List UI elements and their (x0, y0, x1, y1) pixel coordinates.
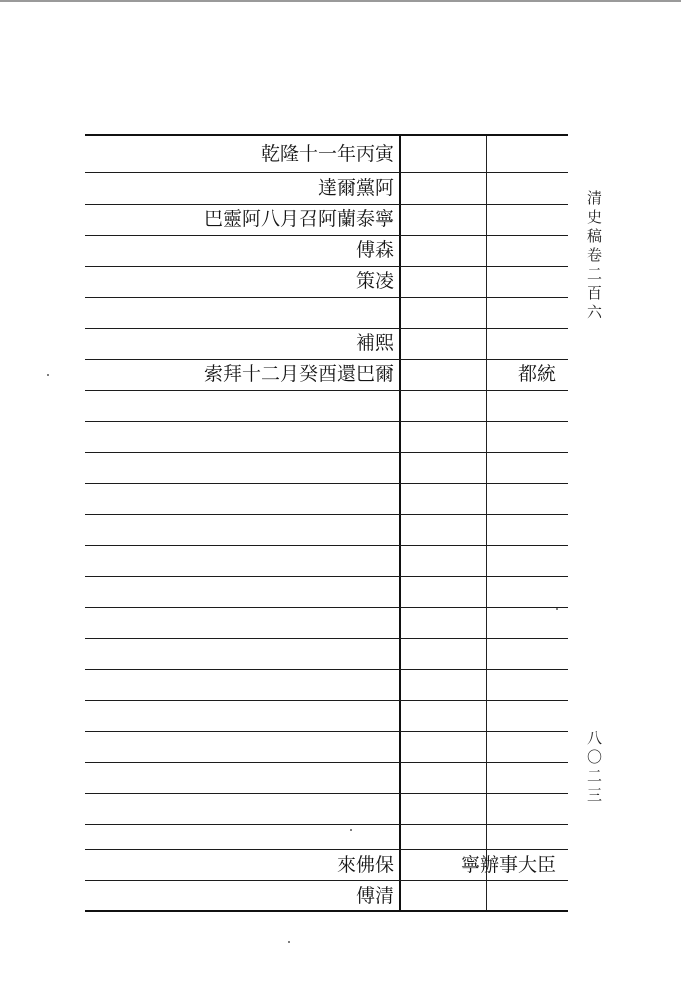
scan-speck (556, 608, 558, 610)
row-rule (85, 880, 568, 881)
row-rule (85, 452, 568, 453)
cell-left: 傅森 (355, 239, 394, 261)
cell-left: 來佛保 (336, 854, 394, 876)
row-rule (85, 824, 568, 825)
table-top-rule (85, 134, 568, 136)
cell-left: 達爾黨阿 (317, 177, 394, 199)
row-rule (85, 297, 568, 298)
scan-speck (288, 941, 290, 943)
row-rule (85, 328, 568, 329)
row-rule (85, 235, 568, 236)
cell-right: 都統 (517, 363, 556, 385)
row-rule (85, 172, 568, 173)
row-rule (85, 762, 568, 763)
scan-speck (350, 829, 352, 831)
cell-left: 乾隆十一年丙寅 (260, 143, 394, 165)
page-number: 八〇二三 (585, 730, 603, 806)
row-rule (85, 849, 568, 850)
row-rule (85, 545, 568, 546)
cell-left: 索拜十二月癸酉還巴爾 (203, 363, 394, 385)
row-rule (85, 359, 568, 360)
cell-left: 策凌 (355, 270, 394, 292)
cell-left: 巴靈阿八月召阿蘭泰寧 (203, 208, 394, 230)
row-rule (85, 204, 568, 205)
row-rule (85, 483, 568, 484)
row-rule (85, 266, 568, 267)
column-divider-right (486, 134, 487, 912)
row-rule (85, 731, 568, 732)
column-divider-left (399, 134, 401, 912)
volume-title: 清史稿卷二百六 (585, 190, 603, 323)
row-rule (85, 390, 568, 391)
top-border (0, 0, 681, 2)
cell-left: 傅清 (355, 885, 394, 907)
table-bottom-rule (85, 910, 568, 912)
table (85, 134, 568, 912)
cell-right: 寧辦事大臣 (460, 854, 556, 876)
row-rule (85, 700, 568, 701)
row-rule (85, 607, 568, 608)
row-rule (85, 421, 568, 422)
row-rule (85, 638, 568, 639)
cell-left: 補熙 (355, 332, 394, 354)
row-rule (85, 793, 568, 794)
row-rule (85, 669, 568, 670)
row-rule (85, 514, 568, 515)
row-rule (85, 576, 568, 577)
scan-speck (47, 374, 49, 376)
